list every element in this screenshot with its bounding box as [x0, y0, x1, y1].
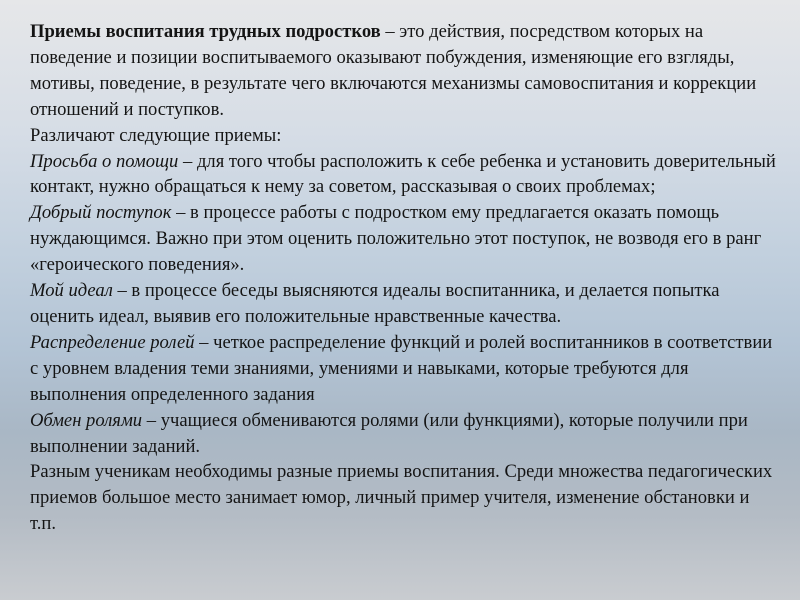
technique-description: – в процессе работы с подростком ему предлагается оказать помощь нуждающимся. Важно при этом оценить положительно этот поступок, не возводя его в ранг «героического поведения». — [30, 202, 762, 276]
slide-text — [30, 19, 778, 537]
technique-item — [30, 278, 778, 330]
technique-description: – в процессе беседы выясняются идеалы воспитанника, и делается попытка оценить идеал, выявив его положительные нравственные качества. — [30, 280, 720, 327]
intro-text: – это действия, посредством которых на поведение и позиции воспитываемого оказывают побуждения, изменяющие его взгляды, мотивы, поведение, в результате чего включаются механизмы самовоспитания и коррекции отношений и поступков. — [30, 21, 757, 120]
lead-line: Различают следующие приемы: — [30, 124, 282, 146]
technique-item — [30, 200, 778, 278]
slide-title: Приемы воспитания трудных подростков — [30, 21, 381, 42]
technique-term: Распределение ролей — [30, 331, 195, 353]
technique-term: Просьба о помощи — [30, 150, 179, 172]
technique-term: Мой идеал — [30, 280, 113, 302]
conclusion-paragraph: Разным ученикам необходимы разные приемы воспитания. Среди множества педагогических приемов большое место занимает юмор, личный пример учителя, изменение обстановки и т.п. — [30, 461, 773, 535]
technique-description: – четкое распределение функций и ролей воспитанников в соответствии с уровнем владения теми знаниями, умениями и навыками, которые требуются для выполнения определенного задания — [30, 331, 773, 405]
technique-description: – учащиеся обмениваются ролями (или функциями), которые получили при выполнении заданий. — [30, 409, 748, 457]
technique-term: Обмен ролями — [30, 409, 143, 431]
technique-item — [30, 149, 778, 201]
technique-item — [30, 408, 778, 460]
intro-paragraph — [30, 19, 778, 123]
technique-term: Добрый поступок — [30, 202, 172, 224]
technique-item — [30, 330, 778, 408]
technique-description: – для того чтобы расположить к себе ребенка и установить доверительный контакт, нужно обращаться к нему за советом, рассказывая о своих проблемах; — [30, 150, 776, 198]
